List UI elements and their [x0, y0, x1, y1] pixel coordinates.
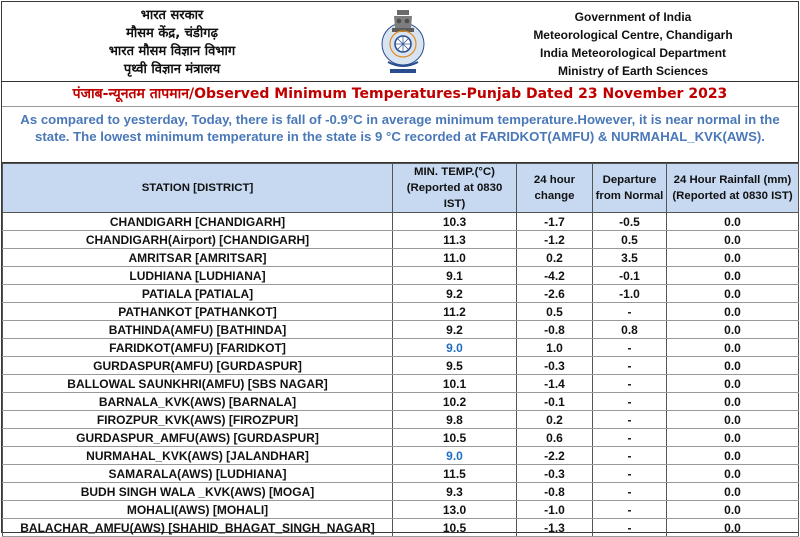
change-cell: -1.3 — [517, 519, 593, 537]
departure-cell: -1.0 — [593, 285, 667, 303]
hindi-line: पृथ्वी विज्ञान मंत्रालय — [123, 62, 221, 77]
table-row — [3, 321, 799, 339]
table-row — [3, 393, 799, 411]
min-temp-cell: 10.5 — [393, 519, 517, 537]
table-row — [3, 303, 799, 321]
departure-cell: - — [593, 501, 667, 519]
table-row — [3, 267, 799, 285]
table-row — [3, 375, 799, 393]
station-cell: CHANDIGARH(Airport) [CHANDIGARH] — [3, 231, 393, 249]
hindi-line: भारत सरकार — [140, 8, 204, 23]
min-temp-cell: 11.0 — [393, 249, 517, 267]
english-line: Government of India — [574, 10, 692, 24]
rainfall-cell: 0.0 — [667, 447, 799, 465]
bulletin-title: पंजाब-न्यूनतम तापमान/Observed Minimum Temperatures-Punjab Dated 23 November 2023 — [2, 82, 798, 107]
change-cell: -4.2 — [517, 267, 593, 285]
rainfall-cell: 0.0 — [667, 393, 799, 411]
table-row — [3, 249, 799, 267]
departure-cell: - — [593, 519, 667, 537]
english-letterhead — [468, 8, 798, 80]
rainfall-cell: 0.0 — [667, 267, 799, 285]
change-cell: -0.8 — [517, 321, 593, 339]
departure-cell: - — [593, 483, 667, 501]
rainfall-cell: 0.0 — [667, 321, 799, 339]
rainfall-cell: 0.0 — [667, 285, 799, 303]
change-cell: -1.2 — [517, 231, 593, 249]
station-cell: LUDHIANA [LUDHIANA] — [3, 267, 393, 285]
rainfall-cell: 0.0 — [667, 375, 799, 393]
min-temp-cell: 13.0 — [393, 501, 517, 519]
station-cell: MOHALI(AWS) [MOHALI] — [3, 501, 393, 519]
station-cell: NURMAHAL_KVK(AWS) [JALANDHAR] — [3, 447, 393, 465]
change-cell: 1.0 — [517, 339, 593, 357]
table-row — [3, 447, 799, 465]
station-cell: GURDASPUR(AMFU) [GURDASPUR] — [3, 357, 393, 375]
min-temp-cell: 10.2 — [393, 393, 517, 411]
min-temp-cell: 9.2 — [393, 321, 517, 339]
station-cell: FARIDKOT(AMFU) [FARIDKOT] — [3, 339, 393, 357]
english-line: Meteorological Centre, Chandigarh — [533, 28, 733, 42]
change-cell: -1.7 — [517, 213, 593, 231]
departure-cell: - — [593, 465, 667, 483]
hindi-line: भारत मौसम विज्ञान विभाग — [108, 44, 236, 59]
departure-cell: 0.8 — [593, 321, 667, 339]
rainfall-cell: 0.0 — [667, 231, 799, 249]
table-row — [3, 429, 799, 447]
change-cell: -1.4 — [517, 375, 593, 393]
hindi-line: मौसम केंद्र, चंडीगढ़ — [126, 26, 218, 41]
table-row — [3, 339, 799, 357]
station-cell: CHANDIGARH [CHANDIGARH] — [3, 213, 393, 231]
min-temp-cell: 9.8 — [393, 411, 517, 429]
column-header-min-temp: MIN. TEMP.(°C) (Reported at 0830 IST) — [393, 164, 517, 213]
temperature-table — [2, 163, 799, 537]
change-cell: 0.6 — [517, 429, 593, 447]
min-temp-cell: 9.0 — [393, 339, 517, 357]
departure-cell: - — [593, 429, 667, 447]
min-temp-cell: 9.5 — [393, 357, 517, 375]
station-cell: BATHINDA(AMFU) [BATHINDA] — [3, 321, 393, 339]
station-cell: SAMARALA(AWS) [LUDHIANA] — [3, 465, 393, 483]
station-cell: PATHANKOT [PATHANKOT] — [3, 303, 393, 321]
departure-cell: - — [593, 303, 667, 321]
change-cell: -0.3 — [517, 465, 593, 483]
min-temp-cell: 9.0 — [393, 447, 517, 465]
rainfall-cell: 0.0 — [667, 339, 799, 357]
change-cell: -0.3 — [517, 357, 593, 375]
column-header-departure: Departure from Normal — [593, 164, 667, 213]
station-cell: FIROZPUR_KVK(AWS) [FIROZPUR] — [3, 411, 393, 429]
table-body — [3, 213, 799, 537]
table-row — [3, 231, 799, 249]
station-cell: BALLOWAL SAUNKHRI(AMFU) [SBS NAGAR] — [3, 375, 393, 393]
rainfall-cell: 0.0 — [667, 357, 799, 375]
table-row — [3, 411, 799, 429]
min-temp-cell: 10.1 — [393, 375, 517, 393]
departure-cell: - — [593, 447, 667, 465]
min-temp-cell: 9.1 — [393, 267, 517, 285]
departure-cell: -0.5 — [593, 213, 667, 231]
column-header-rainfall: 24 Hour Rainfall (mm) (Reported at 0830 IST) — [667, 164, 799, 213]
rainfall-cell: 0.0 — [667, 213, 799, 231]
table-header-row — [3, 164, 799, 213]
rainfall-cell: 0.0 — [667, 249, 799, 267]
table-row — [3, 483, 799, 501]
column-header-change: 24 hour change — [517, 164, 593, 213]
change-cell: -1.0 — [517, 501, 593, 519]
rainfall-cell: 0.0 — [667, 411, 799, 429]
min-temp-cell: 11.2 — [393, 303, 517, 321]
rainfall-cell: 0.0 — [667, 429, 799, 447]
change-cell: 0.2 — [517, 249, 593, 267]
departure-cell: -0.1 — [593, 267, 667, 285]
bulletin-page — [1, 1, 799, 533]
departure-cell: - — [593, 375, 667, 393]
table-row — [3, 357, 799, 375]
english-line: Ministry of Earth Sciences — [557, 64, 709, 78]
departure-cell: - — [593, 411, 667, 429]
summary-text: As compared to yesterday, Today, there is fall of -0.9°C in average minimum temperature.However, it is near normal in the state. The lowest minimum temperature in the state is 9 °C recorded at FARIDKOT(AMFU) & NURMAHAL_KVK(AWS). — [2, 107, 798, 163]
change-cell: 0.2 — [517, 411, 593, 429]
station-cell: BARNALA_KVK(AWS) [BARNALA] — [3, 393, 393, 411]
departure-cell: 3.5 — [593, 249, 667, 267]
station-cell: BALACHAR_AMFU(AWS) [SHAHID_BHAGAT_SINGH_NAGAR] — [3, 519, 393, 537]
station-cell: BUDH SINGH WALA _KVK(AWS) [MOGA] — [3, 483, 393, 501]
station-cell: PATIALA [PATIALA] — [3, 285, 393, 303]
letterhead — [2, 2, 798, 82]
departure-cell: - — [593, 357, 667, 375]
table-row — [3, 501, 799, 519]
change-cell: -2.2 — [517, 447, 593, 465]
rainfall-cell: 0.0 — [667, 501, 799, 519]
departure-cell: - — [593, 393, 667, 411]
rainfall-cell: 0.0 — [667, 303, 799, 321]
min-temp-cell: 11.3 — [393, 231, 517, 249]
station-cell: GURDASPUR_AMFU(AWS) [GURDASPUR] — [3, 429, 393, 447]
hindi-letterhead — [2, 7, 342, 79]
column-header-station: STATION [DISTRICT] — [3, 164, 393, 213]
table-row — [3, 285, 799, 303]
rainfall-cell: 0.0 — [667, 483, 799, 501]
rainfall-cell: 0.0 — [667, 519, 799, 537]
table-row — [3, 213, 799, 231]
min-temp-cell: 11.5 — [393, 465, 517, 483]
min-temp-cell: 9.2 — [393, 285, 517, 303]
station-cell: AMRITSAR [AMRITSAR] — [3, 249, 393, 267]
change-cell: -0.1 — [517, 393, 593, 411]
table-row — [3, 465, 799, 483]
min-temp-cell: 10.3 — [393, 213, 517, 231]
change-cell: -2.6 — [517, 285, 593, 303]
departure-cell: 0.5 — [593, 231, 667, 249]
english-line: India Meteorological Department — [539, 46, 727, 60]
min-temp-cell: 10.5 — [393, 429, 517, 447]
change-cell: -0.8 — [517, 483, 593, 501]
min-temp-cell: 9.3 — [393, 483, 517, 501]
ashoka-emblem-icon — [378, 6, 428, 78]
change-cell: 0.5 — [517, 303, 593, 321]
rainfall-cell: 0.0 — [667, 465, 799, 483]
departure-cell: - — [593, 339, 667, 357]
